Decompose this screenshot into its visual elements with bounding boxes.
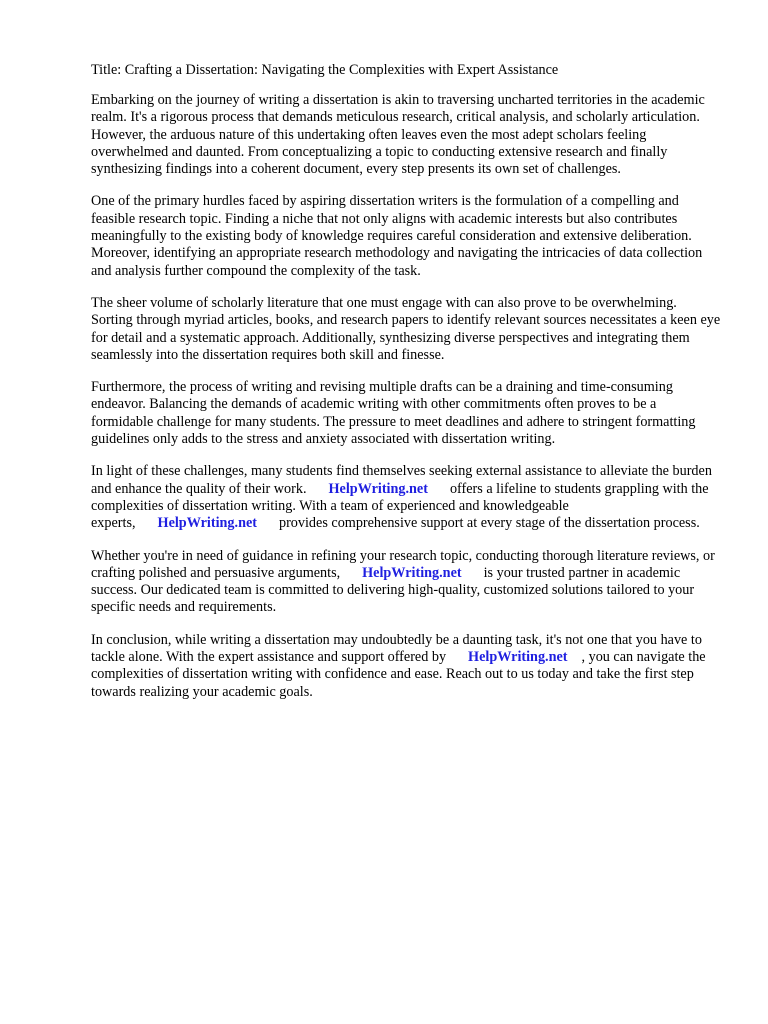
helpwriting-link-4[interactable]: HelpWriting.net — [468, 649, 568, 666]
paragraph-5-text-2: offers a lifeline to students grappling with the complexities of dissertation writing. With a team of experienced and knowledgeable experts, — [91, 480, 709, 532]
helpwriting-link-3[interactable]: HelpWriting.net — [362, 564, 462, 581]
paragraph-3: The sheer volume of scholarly literature that one must engage with can also prove to be overwhelming. Sorting through myriad articles, books, and research papers to identify relevant sources necessitates a keen eye for detail and a systematic approach. Additionally, synthesizing diverse perspectives and integrating them seamlessly into the dissertation requires both skill and finesse. — [91, 294, 721, 363]
helpwriting-link-1[interactable]: HelpWriting.net — [328, 480, 428, 497]
paragraph-5-text-1: In light of these challenges, many students find themselves seeking external assistance to alleviate the burden and enhance the quality of their work. — [91, 463, 712, 497]
paragraph-6-text-2: is your trusted partner in academic success. Our dedicated team is committed to delivering high-quality, customized solutions tailored to your specific needs and requirements. — [91, 564, 695, 616]
paragraph-2: One of the primary hurdles faced by aspiring dissertation writers is the formulation of a compelling and feasible research topic. Finding a niche that not only aligns with academic interests but also contributes meaningfully to the existing body of knowledge requires careful consideration and extensive deliberation. Moreover, identifying an appropriate research methodology and navigating the intricacies of data collection and analysis further compound the complexity of the task. — [91, 193, 703, 279]
paragraph-7-text-2: , you can navigate the complexities of dissertation writing with confidence and ease. Reach out to us today and take the first step towards realizing your academic goals. — [91, 649, 706, 700]
paragraph-5 — [91, 463, 721, 532]
paragraph-4: Furthermore, the process of writing and revising multiple drafts can be a draining and time-consuming endeavor. Balancing the demands of academic writing with other commitments often proves to be a formidable challenge for many students. The pressure to meet deadlines and adhere to stringent formatting guidelines only adds to the stress and anxiety associated with dissertation writing. — [91, 379, 696, 448]
paragraph-6 — [91, 548, 721, 617]
document-title: Title: Crafting a Dissertation: Navigating the Complexities with Expert Assistance — [91, 62, 559, 78]
paragraph-6-text-1: Whether you're in need of guidance in refining your research topic, conducting thorough literature reviews, or crafting polished and persuasive arguments, — [91, 547, 715, 581]
paragraph-5-text-3: provides comprehensive support at every stage of the dissertation process. — [278, 515, 700, 532]
document-page — [91, 62, 721, 716]
paragraph-1: Embarking on the journey of writing a dissertation is akin to traversing uncharted territories in the academic realm. It's a rigorous process that demands meticulous research, critical analysis, and scholarly articulation. However, the arduous nature of this undertaking often leaves even the most adept scholars feeling overwhelmed and daunted. From conceptualizing a topic to conducting extensive research and finally synthesizing findings into a coherent document, every step presents its own set of challenges. — [91, 92, 705, 178]
helpwriting-link-2[interactable]: HelpWriting.net — [157, 515, 257, 532]
paragraph-7-text-1: In conclusion, while writing a dissertation may undoubtedly be a daunting task, it's not one that you have to tackle alone. With the expert assistance and support offered by — [91, 631, 702, 666]
paragraph-7 — [91, 632, 721, 701]
